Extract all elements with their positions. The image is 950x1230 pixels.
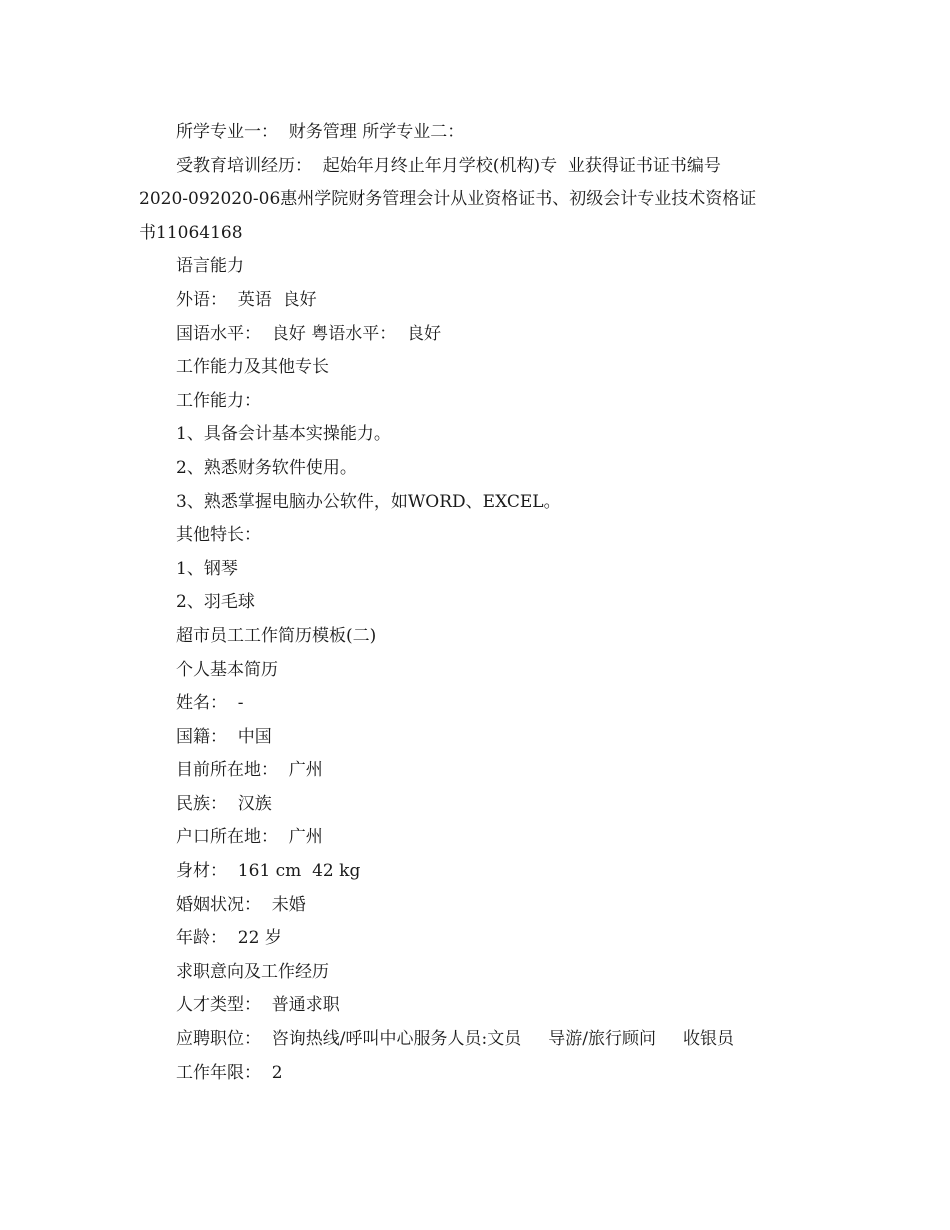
work-ability-item-2: 2、熟悉财务软件使用。 [176, 457, 357, 478]
work-ability-item-1: 1、具备会计基本实操能力。 [176, 424, 391, 445]
ethnicity-line: 民族： 汉族 [176, 793, 272, 814]
document-body [139, 116, 811, 1090]
age-line: 年龄： 22 岁 [176, 928, 282, 949]
household-registration-line: 户口所在地： 广州 [176, 827, 323, 848]
foreign-language-line: 外语： 英语 良好 [176, 289, 317, 310]
section-heading-basic-info: 个人基本简历 [176, 659, 278, 680]
education-history-entry-continued: 书11064168 [139, 222, 243, 243]
section-heading-skills: 工作能力及其他专长 [176, 357, 329, 378]
work-ability-label: 工作能力： [176, 390, 261, 411]
mandarin-cantonese-line: 国语水平： 良好 粤语水平： 良好 [176, 323, 442, 344]
work-years-line: 工作年限： 2 [176, 1062, 283, 1083]
education-history-entry: 2020-092020-06惠州学院财务管理会计从业资格证书、初级会计专业技术资格证 [139, 189, 757, 210]
section-heading-job-intent: 求职意向及工作经历 [176, 961, 329, 982]
major-line: 所学专业一： 财务管理 所学专业二： [176, 122, 465, 142]
template-title: 超市员工工作简历模板(二) [176, 625, 377, 646]
other-skills-label: 其他特长： [176, 525, 261, 546]
work-ability-item-3: 3、熟悉掌握电脑办公软件，如WORD、EXCEL。 [176, 491, 561, 512]
other-skill-item-2: 2、羽毛球 [176, 592, 255, 613]
section-heading-language: 语言能力 [176, 256, 244, 277]
name-line: 姓名： - [176, 693, 244, 714]
nationality-line: 国籍： 中国 [176, 726, 272, 747]
current-location-line: 目前所在地： 广州 [176, 760, 323, 781]
education-history-header: 受教育培训经历： 起始年月终止年月学校(机构)专 业获得证书证书编号 [176, 155, 721, 176]
applied-positions-line: 应聘职位： 咨询热线/呼叫中心服务人员:文员 导游/旅行顾问 收银员 [176, 1029, 735, 1050]
other-skill-item-1: 1、钢琴 [176, 558, 238, 579]
talent-type-line: 人才类型： 普通求职 [176, 995, 340, 1016]
marital-status-line: 婚姻状况： 未婚 [176, 894, 306, 915]
height-weight-line: 身材： 161 cm 42 kg [176, 861, 361, 882]
